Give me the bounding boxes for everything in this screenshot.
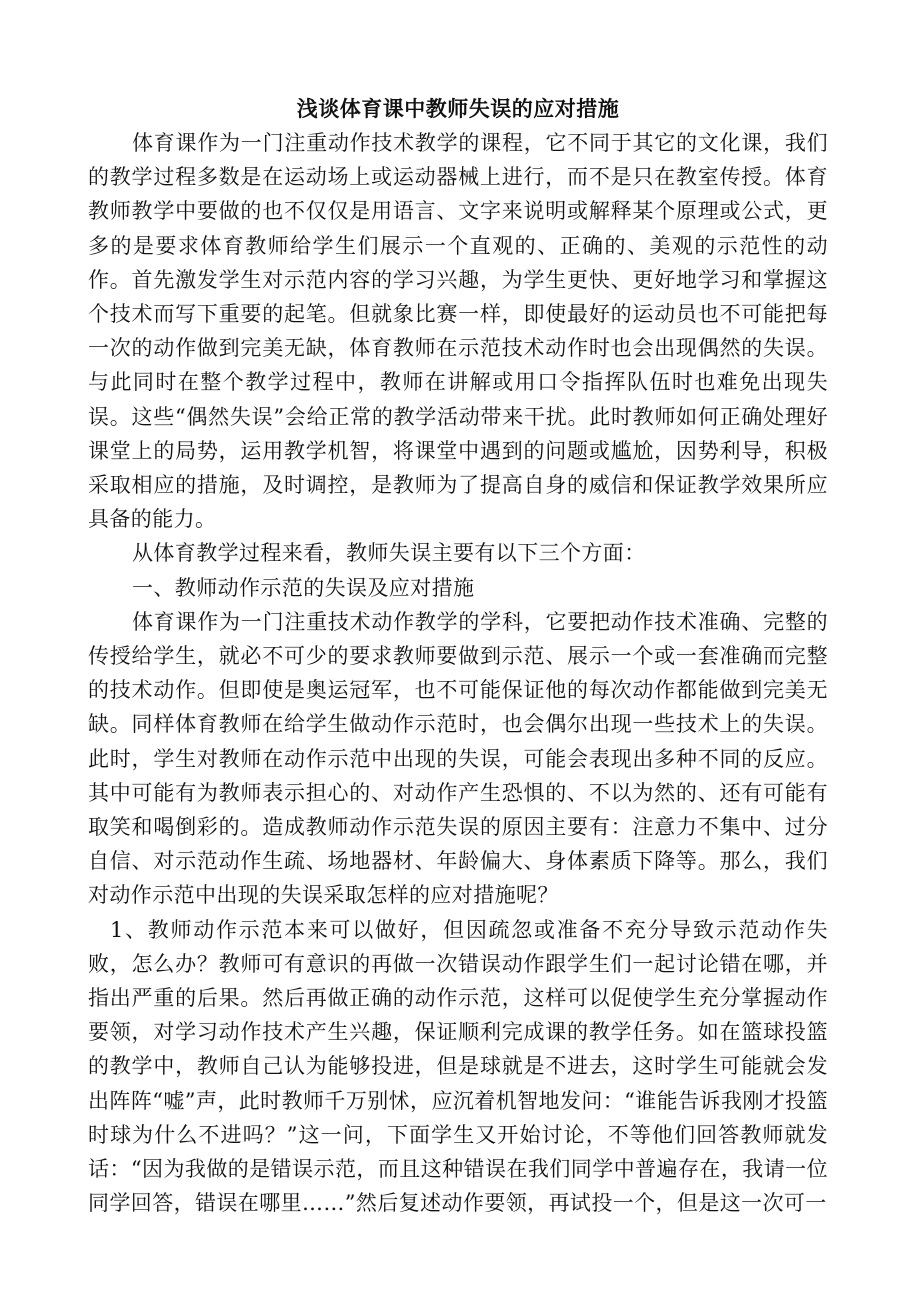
page-title: 浅谈体育课中教师失误的应对措施 [296, 96, 620, 121]
paragraph-point-1: 1、教师动作示范本来可以做好，但因疏忽或准备不充分导致示范动作失败，怎么办？教师可有意识的再做一次错误动作跟学生们一起讨论错在哪，并指出严重的后果。然后再做正确的动作示范，这样可以促使学生充分掌握动作要领，对学习动作技术产生兴趣，保证顺利完成课的教学任务。如在篮球投篮的教学中，教师自己认为能够投进，但是球就是不进去，这时学生可能就会发出阵阵“嘘”声，此时教师千万别怵，应沉着机智地发问：“谁能告诉我刚才投篮时球为什么不进吗？”这一问，下面学生又开始讨论，不等他们回答教师就发话：“因为我做的是错误示范，而且这种错误在我们同学中普遍存在，我请一位同学回答，错误在哪里……”然后复述动作要领，再试投一个，但是这一次可一 [88, 917, 828, 1216]
paragraph-intro: 体育课作为一门注重动作技术教学的课程，它不同于其它的文化课，我们的教学过程多数是在运动场上或运动器械上进行，而不是只在教室传授。体育教师教学中要做的也不仅仅是用语言、文字来说明或解释某个原理或公式，更多的是要求体育教师给学生们展示一个直观的、正确的、美观的示范性的动作。首先激发学生对示范内容的学习兴趣，为学生更快、更好地学习和掌握这个技术而写下重要的起笔。但就象比赛一样，即使最好的运动员也不可能把每一次的动作做到完美无缺，体育教师在示范技术动作时也会出现偶然的失误。与此同时在整个教学过程中，教师在讲解或用口令指挥队伍时也难免出现失误。这些“偶然失误”会给正常的教学活动带来干扰。此时教师如何正确处理好课堂上的局势，运用教学机智，将课堂中遇到的问题或尴尬，因势利导，积极采取相应的措施，及时调控，是教师为了提高自身的威信和保证教学效果所应具备的能力。 [88, 131, 828, 532]
section-heading-1: 一、教师动作示范的失误及应对措施 [132, 575, 475, 600]
paragraph-overview: 从体育教学过程来看，教师失误主要有以下三个方面： [132, 541, 646, 566]
paragraph-section-1: 体育课作为一门注重技术动作教学的学科，它要把动作技术准确、完整的传授给学生，就必不可少的要求教师要做到示范、展示一个或一套准确而完整的技术动作。但即使是奥运冠军，也不可能保证他的每次动作都能做到完美无缺。同样体育教师在给学生做动作示范时，也会偶尔出现一些技术上的失误。此时，学生对教师在动作示范中出现的失误，可能会表现出多种不同的反应。其中可能有为教师表示担心的、对动作产生恐惧的、不以为然的、还有可能有取笑和喝倒彩的。造成教师动作示范失误的原因主要有：注意力不集中、过分自信、对示范动作生疏、场地器材、年龄偏大、身体素质下降等。那么，我们对动作示范中出现的失误采取怎样的应对措施呢？ [88, 609, 828, 908]
